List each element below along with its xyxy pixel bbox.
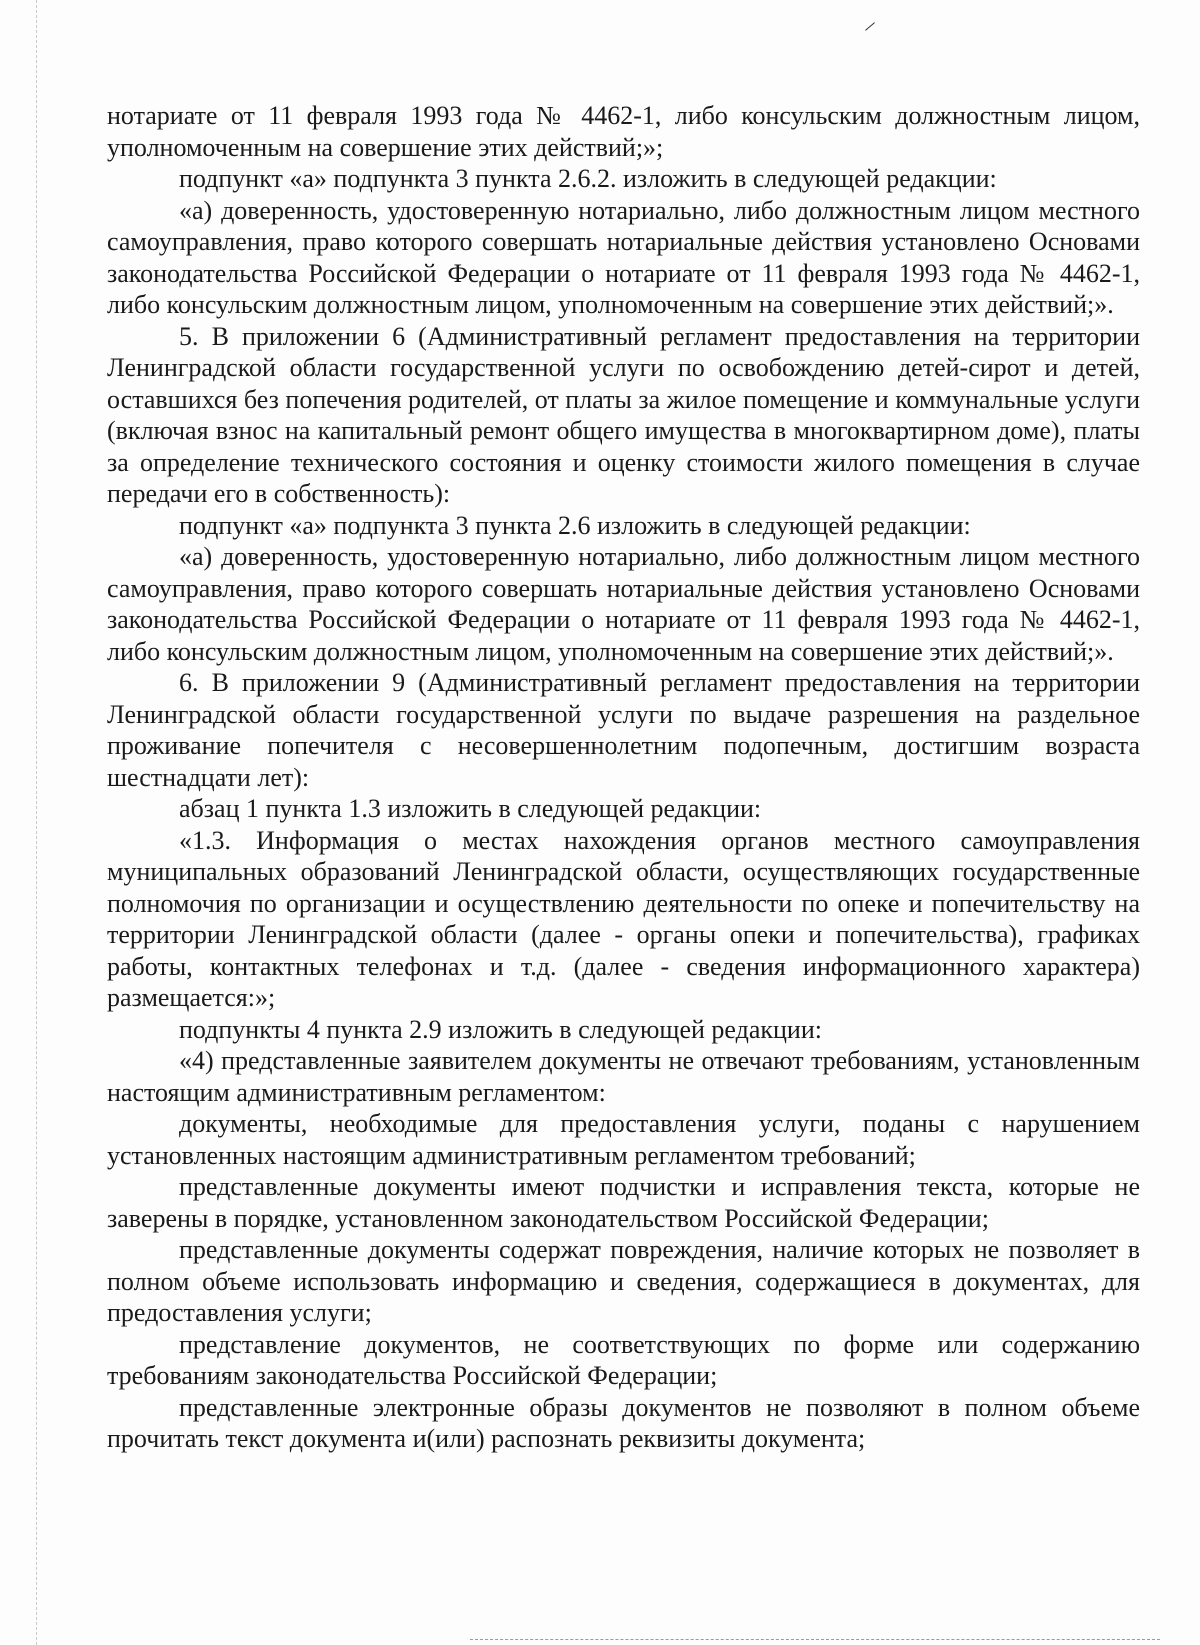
paragraph: документы, необходимые для предоставления услуги, поданы с нарушением установленных настоящим административным регламентом требований; <box>107 1109 1140 1170</box>
paragraph: 6. В приложении 9 (Административный регламент предоставления на территории Ленинградской области государственной услуги по выдаче разрешения на раздельное проживание попечителя с несовершеннолетним подопечным, достигшим возраста шестнадцати лет): <box>107 668 1140 792</box>
paragraph: «а) доверенность, удостоверенную нотариально, либо должностным лицом местного самоуправления, право которого совершать нотариальные действия установлено Основами законодательства Российской Федерации о нотариате от 11 февраля 1993 года № 4462-1, либо консульским должностным лицом, уполномоченным на совершение этих действий;». <box>107 542 1140 666</box>
scan-bottom-edge <box>470 1639 1160 1640</box>
scan-margin-line <box>36 0 37 1645</box>
paragraph: нотариате от 11 февраля 1993 года № 4462-1, либо консульским должностным лицом, уполномоченным на совершение этих действий;»; <box>107 101 1140 162</box>
paragraph: подпункт «а» подпункта 3 пункта 2.6.2. изложить в следующей редакции: <box>179 164 997 193</box>
paragraph: «а) доверенность, удостоверенную нотариально, либо должностным лицом местного самоуправления, право которого совершать нотариальные действия установлено Основами законодательства Российской Федерации о нотариате от 11 февраля 1993 года № 4462-1, либо консульским должностным лицом, уполномоченным на совершение этих действий;». <box>107 195 1140 319</box>
paragraph: представленные документы имеют подчистки и исправления текста, которые не заверены в порядке, установленном законодательством Российской Федерации; <box>107 1172 1140 1233</box>
paragraph: 5. В приложении 6 (Административный регламент предоставления на территории Ленинградской области государственной услуги по освобождению детей-сирот и детей, оставшихся без попечения родителей, от платы за жилое помещение и коммунальные услуги (включая взнос на капитальный ремонт общего имущества в многоквартирном доме), платы за определение технического состояния и оценку стоимости жилого помещения в случае передачи его в собственность): <box>107 321 1140 508</box>
paragraph: подпункты 4 пункта 2.9 изложить в следующей редакции: <box>179 1014 822 1044</box>
document-body <box>107 100 1140 1455</box>
scan-pen-mark <box>865 22 875 30</box>
paragraph: «1.3. Информация о местах нахождения органов местного самоуправления муниципальных образований Ленинградской области, осуществляющих государственные полномочия по организации и осуществлению деятельности по опеке и попечительству на территории Ленинградской области (далее - органы опеки и попечительства), графиках работы, контактных телефонах и т.д. (далее - сведения информационного характера) размещается:»; <box>107 825 1140 1012</box>
paragraph: представленные документы содержат повреждения, наличие которых не позволяет в полном объеме использовать информацию и сведения, содержащиеся в документах, для предоставления услуги; <box>107 1235 1140 1327</box>
paragraph: подпункт «а» подпункта 3 пункта 2.6 изложить в следующей редакции: <box>179 510 971 540</box>
paragraph: представление документов, не соответствующих по форме или содержанию требованиям законодательства Российской Федерации; <box>107 1329 1140 1390</box>
paragraph: абзац 1 пункта 1.3 изложить в следующей редакции: <box>179 794 762 823</box>
paragraph: представленные электронные образы документов не позволяют в полном объеме прочитать текст документа и(или) распознать реквизиты документа; <box>107 1392 1140 1453</box>
paragraph: «4) представленные заявителем документы не отвечают требованиям, установленным настоящим административным регламентом: <box>107 1046 1140 1107</box>
